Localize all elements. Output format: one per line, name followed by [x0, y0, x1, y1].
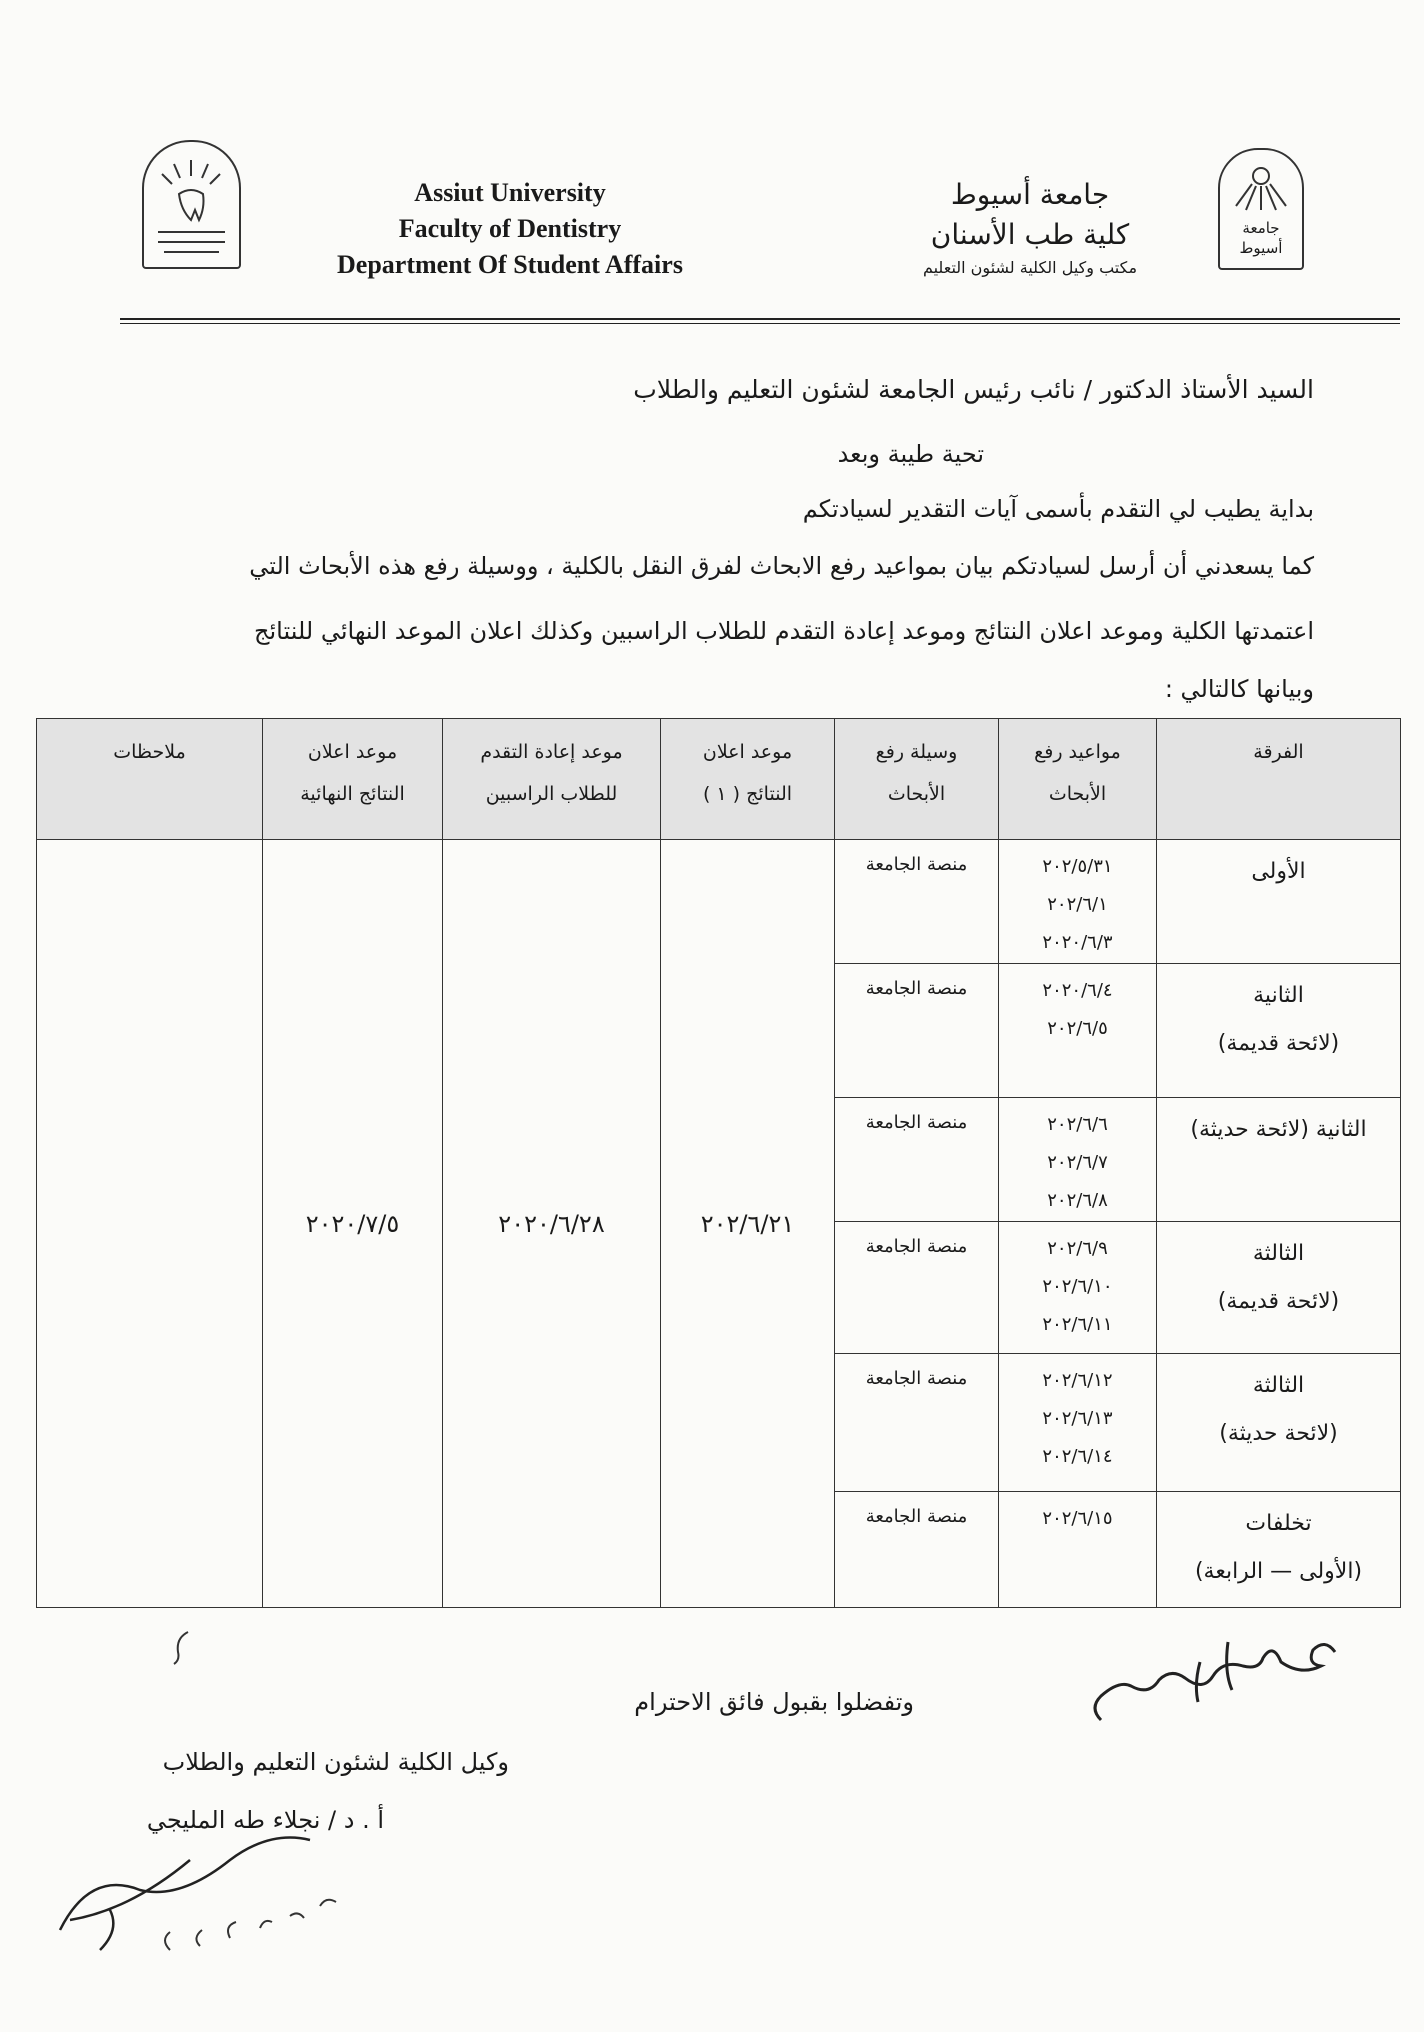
header-notes: ملاحظات [37, 719, 263, 840]
header-reapply-date: موعد إعادة التقدم للطلاب الراسبين [443, 719, 661, 840]
signer-name: أ . د / نجلاء طه المليجي [146, 1806, 384, 1834]
closing-regards: وتفضلوا بقبول فائق الاحترام [634, 1688, 914, 1716]
dates-cell: ٢٠٢/٦/٩ ٢٠٢/٦/١٠ ٢٠٢/٦/١١ [999, 1222, 1157, 1354]
header-upload-dates: مواعيد رفع الأبحاث [999, 719, 1157, 840]
table-header-row [37, 719, 1401, 840]
body-line-4: وبيانها كالتالي : [1164, 675, 1314, 703]
pen-mark [160, 1628, 200, 1668]
reapply-date-cell: ٢٠٢٠/٦/٢٨ [443, 840, 661, 1608]
final-date-cell: ٢٠٢٠/٧/٥ [263, 840, 443, 1608]
grade-cell: الثالثة (لائحة قديمة) [1157, 1222, 1401, 1354]
body-line-2: كما يسعدني أن أرسل لسيادتكم بيان بمواعيد رفع الابحاث لفرق النقل بالكلية ، ووسيلة رفع هذه الأبحاث التي [249, 552, 1314, 580]
faculty-logo [142, 140, 241, 269]
table-row [37, 840, 1401, 964]
grade-cell: الثانية (لائحة حديثة) [1157, 1098, 1401, 1222]
university-logo [1218, 148, 1304, 270]
body-line-3: اعتمدتها الكلية وموعد اعلان النتائج وموعد إعادة التقدم للطلاب الراسبين وكذلك اعلان الموعد النهائي للنتائج [253, 617, 1314, 645]
results-date-cell: ٢٠٢/٦/٢١ [661, 840, 835, 1608]
method-cell: منصة الجامعة [835, 964, 999, 1098]
addressee: السيد الأستاذ الدكتور / نائب رئيس الجامعة لشئون التعليم والطلاب [633, 375, 1314, 404]
method-cell: منصة الجامعة [835, 1354, 999, 1492]
grade-cell: الثانية (لائحة قديمة) [1157, 964, 1401, 1098]
handwritten-signature-top [1050, 1612, 1350, 1722]
schedule-table [36, 718, 1401, 1608]
dates-cell: ٢٠٢/٦/١٢ ٢٠٢/٦/١٣ ٢٠٢/٦/١٤ [999, 1354, 1157, 1492]
header-results-date: موعد اعلان النتائج ( ١ ) [661, 719, 835, 840]
method-cell: منصة الجامعة [835, 840, 999, 964]
dates-cell: ٢٠٢٠/٦/٤ ٢٠٢/٦/٥ [999, 964, 1157, 1098]
dates-cell: ٢٠٢/٦/٦ ٢٠٢/٦/٧ ٢٠٢/٦/٨ [999, 1098, 1157, 1222]
body-line-1: بداية يطيب لي التقدم بأسمى آيات التقدير لسيادتكم [802, 495, 1314, 523]
header-final-results: موعد اعلان النتائج النهائية [263, 719, 443, 840]
header-divider [120, 318, 1400, 320]
tooth-emblem-icon [144, 142, 239, 267]
signer-title: وكيل الكلية لشئون التعليم والطلاب [162, 1748, 509, 1776]
method-cell: منصة الجامعة [835, 1098, 999, 1222]
header-upload-method: وسيلة رفع الأبحاث [835, 719, 999, 840]
university-name-ar: جامعة أسيوط [950, 178, 1110, 211]
dates-cell: ٢٠٢/٦/١٥ [999, 1492, 1157, 1608]
greeting: تحية طيبة وبعد [837, 440, 984, 468]
university-name-en: Assiut University [414, 178, 606, 207]
method-cell: منصة الجامعة [835, 1492, 999, 1608]
faculty-name-ar: كلية طب الأسنان [930, 218, 1130, 251]
department-name-en: Department Of Student Affairs [337, 250, 683, 279]
notes-cell [37, 840, 263, 1608]
grade-cell: الأولى [1157, 840, 1401, 964]
header-grade: الفرقة [1157, 719, 1401, 840]
grade-cell: تخلفات (الأولى — الرابعة) [1157, 1492, 1401, 1608]
faculty-name-en: Faculty of Dentistry [398, 214, 622, 243]
dates-cell: ٢٠٢/٥/٣١ ٢٠٢/٦/١ ٢٠٢٠/٦/٣ [999, 840, 1157, 964]
handwritten-signature-bottom [40, 1810, 400, 1960]
method-cell: منصة الجامعة [835, 1222, 999, 1354]
logo-inscription: جامعة أسيوط [1239, 219, 1283, 257]
office-name-ar: مكتب وكيل الكلية لشئون التعليم [922, 258, 1138, 277]
header-divider-thin [120, 323, 1400, 324]
grade-cell: الثالثة (لائحة حديثة) [1157, 1354, 1401, 1492]
